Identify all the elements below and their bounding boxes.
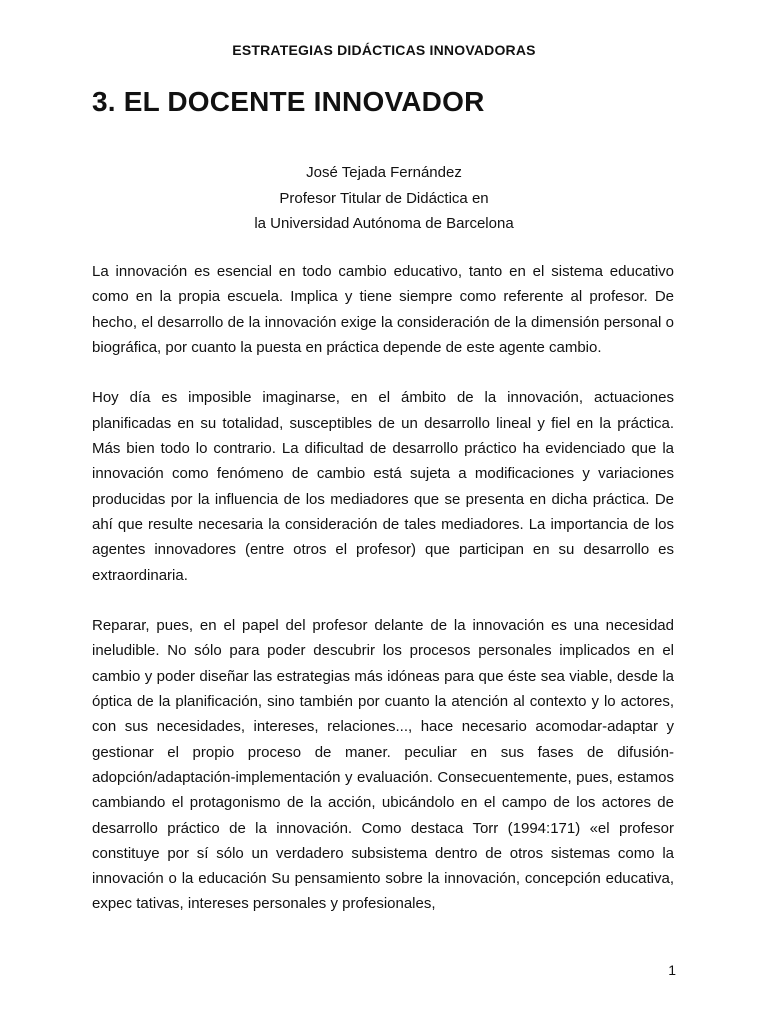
paragraph-1: La innovación es esencial en todo cambio educativo, tanto en el sistema educativo como en la propia escuela. Implica y tiene siempre como referente al profesor. De hecho, el desarrollo de la innovación exige la consideración de la dimensión personal o biográfica, por cuanto la puesta en práctica depende de este agente cambio. (92, 263, 674, 356)
running-header: ESTRATEGIAS DIDÁCTICAS INNOVADORAS (232, 42, 536, 58)
author-name: José Tejada Fernández (306, 164, 462, 181)
author-position: Profesor Titular de Didáctica en (279, 189, 489, 207)
body-text (92, 259, 674, 917)
chapter-title: 3. EL DOCENTE INNOVADOR (92, 86, 485, 117)
page-number: 1 (668, 962, 676, 978)
paragraph-2: Hoy día es imposible imaginarse, en el ámbito de la innovación, actuaciones planificadas en su totalidad, susceptibles de un desarrollo lineal y fiel en la práctica. Más bien todo lo contrario. La dificultad de desarrollo práctico ha evidenciado que la innovación como fenómeno de cambio está sujeta a modificaciones y variaciones producidas por la influencia de los mediadores que se presenta en dicha práctica. De ahí que resulte necesaria la consideración de tales mediadores. La importancia de los agentes innovadores (entre otros el profesor) que participan en su desarrollo es extraordinaria. (92, 389, 674, 584)
author-institution: la Universidad Autónoma de Barcelona (254, 215, 514, 232)
author-block (0, 160, 768, 237)
paragraph-3: Reparar, pues, en el papel del profesor delante de la innovación es una necesidad ineludible. No sólo para poder descubrir los procesos personales implicados en el cambio y poder diseñar las estrategias más idóneas para que éste sea viable, desde la óptica de la planificación, sino también por cuanto la atención al contexto y lo actores, con sus necesidades, intereses, relaciones..., hace necesario acomodar-adaptar y gestionar el propio proceso de maner. peculiar en sus fases de difusión-adopción/adaptación-implementación y evaluación. Consecuentemente, pues, estamos cambiando el protagonismo de la acción, ubicándolo en el campo de los actores de desarrollo práctico de la innovación. Como destaca Torr (1994:171) «el profesor constituye por sí sólo un verdadero subsistema dentro de otros sistemas como la innovación o la educación Su pensamiento sobre la innovación, concepción educativa, expec tativas, intereses personales y profesionales, (92, 617, 674, 913)
